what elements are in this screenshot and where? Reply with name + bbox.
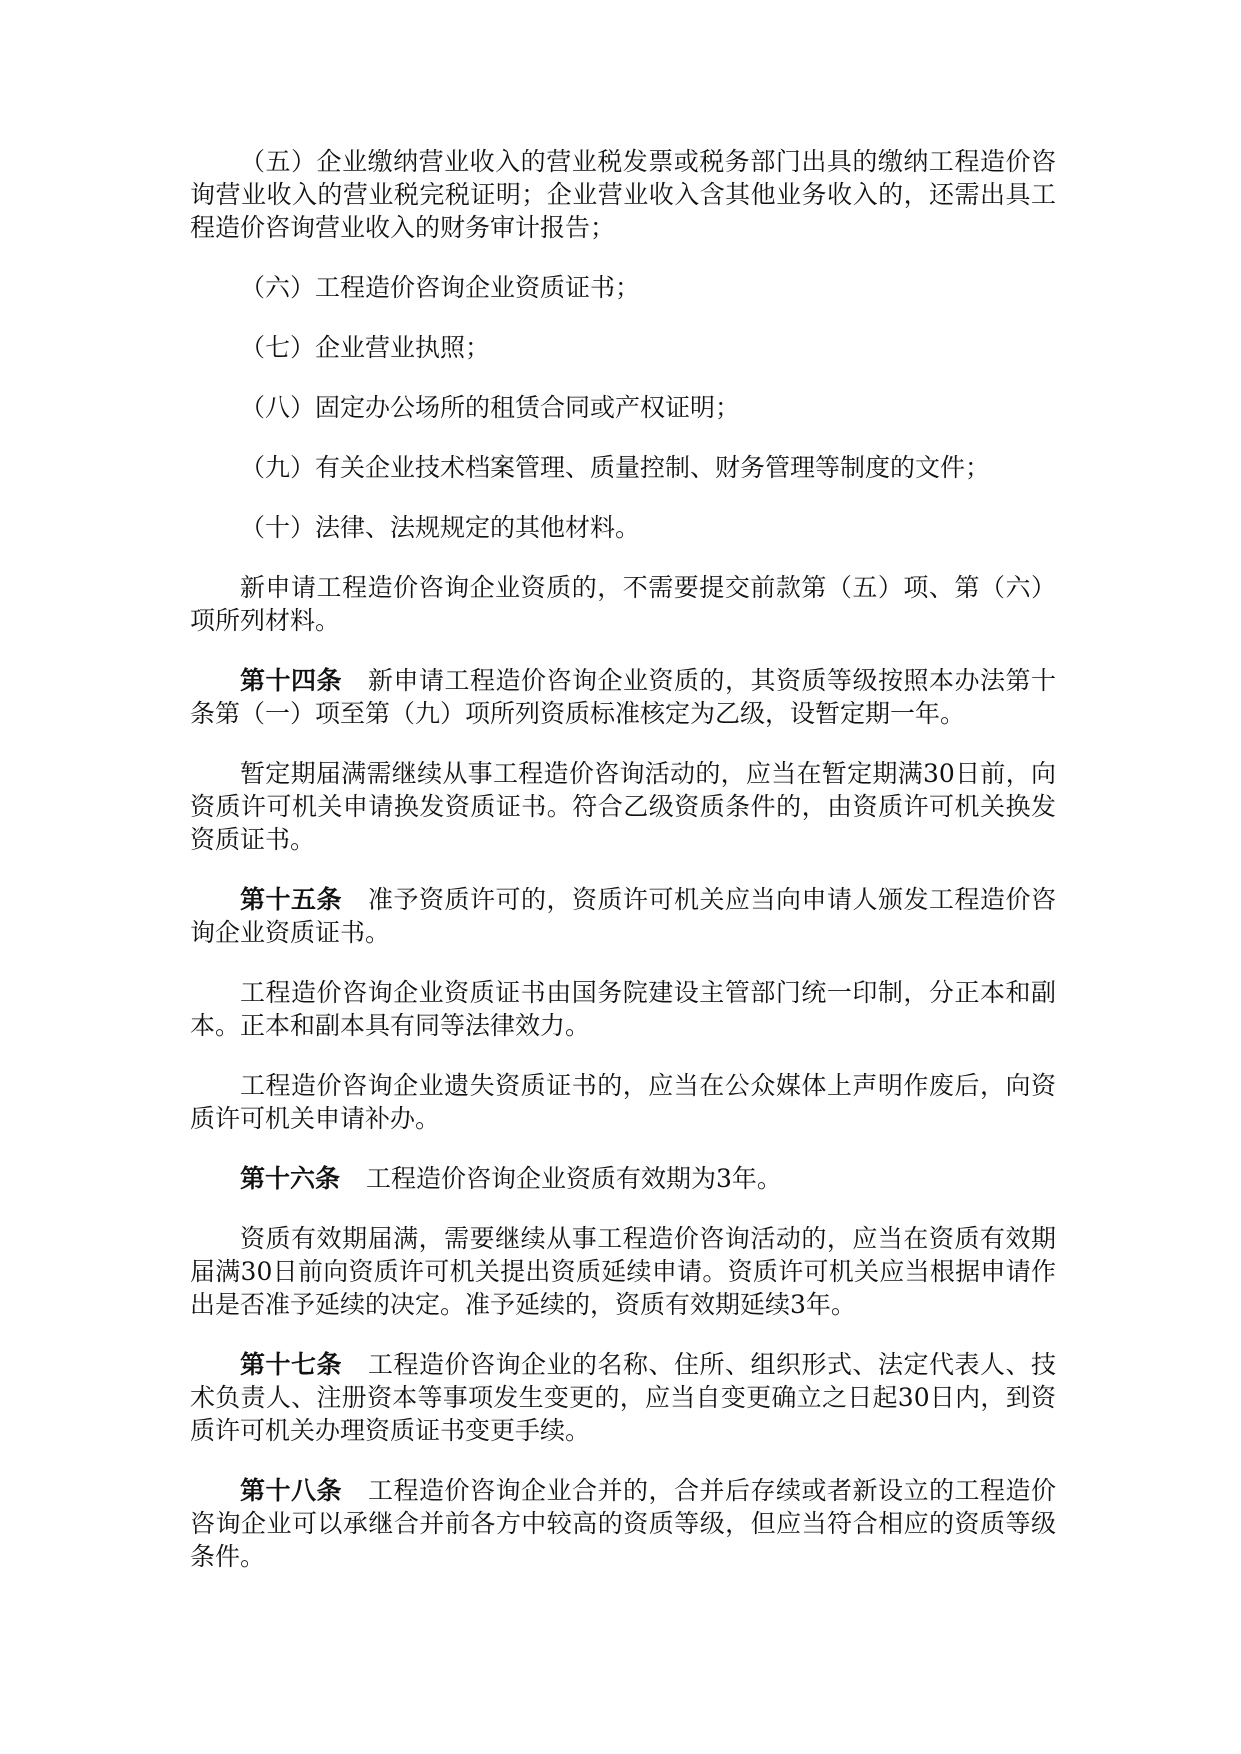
article-14-clause-2 — [190, 757, 1056, 856]
paragraph-item-5 — [190, 145, 1056, 244]
article-17 — [190, 1348, 1056, 1447]
paragraph-item-8 — [190, 391, 1056, 424]
article-heading: 第十七条 — [240, 1350, 342, 1379]
paragraph-text: 工程造价咨询企业资质证书由国务院建设主管部门统一印制，分正本和副本。正本和副本具有同等法律效力。 — [190, 978, 1056, 1040]
article-18 — [190, 1474, 1056, 1573]
paragraph-text: （八）固定办公场所的租赁合同或产权证明； — [240, 393, 741, 422]
paragraph-text: （九）有关企业技术档案管理、质量控制、财务管理等制度的文件； — [240, 453, 991, 482]
paragraph-item-10 — [190, 511, 1056, 544]
article-16 — [190, 1162, 1056, 1195]
paragraph-text: （七）企业营业执照； — [240, 333, 491, 362]
paragraph-item-7 — [190, 331, 1056, 364]
paragraph-text: （五）企业缴纳营业收入的营业税发票或税务部门出具的缴纳工程造价咨询营业收入的营业税完税证明；企业营业收入含其他业务收入的，还需出具工程造价咨询营业收入的财务审计报告； — [190, 147, 1056, 242]
article-15-clause-2 — [190, 976, 1056, 1042]
paragraph-text: 新申请工程造价咨询企业资质的，不需要提交前款第（五）项、第（六）项所列材料。 — [190, 573, 1056, 635]
article-heading: 第十五条 — [240, 885, 342, 914]
article-14 — [190, 664, 1056, 730]
article-15-clause-3 — [190, 1069, 1056, 1135]
paragraph-text: 工程造价咨询企业遗失资质证书的，应当在公众媒体上声明作废后，向资质许可机关申请补办。 — [190, 1071, 1056, 1133]
paragraph-text: （六）工程造价咨询企业资质证书； — [240, 273, 641, 302]
paragraph-text: 准予资质许可的，资质许可机关应当向申请人颁发工程造价咨询企业资质证书。 — [190, 885, 1056, 947]
article-16-clause-2 — [190, 1222, 1056, 1321]
paragraph-text: 工程造价咨询企业的名称、住所、组织形式、法定代表人、技术负责人、注册资本等事项发生变更的，应当自变更确立之日起30日内，到资质许可机关办理资质证书变更手续。 — [190, 1350, 1056, 1445]
paragraph-text: 工程造价咨询企业资质有效期为3年。 — [366, 1164, 782, 1193]
paragraph-new-application-note — [190, 571, 1056, 637]
article-heading: 第十四条 — [240, 666, 342, 695]
article-15 — [190, 883, 1056, 949]
paragraph-text: 暂定期届满需继续从事工程造价咨询活动的，应当在暂定期满30日前，向资质许可机关申请换发资质证书。符合乙级资质条件的，由资质许可机关换发资质证书。 — [190, 759, 1056, 854]
paragraph-text: 资质有效期届满，需要继续从事工程造价咨询活动的，应当在资质有效期届满30日前向资质许可机关提出资质延续申请。资质许可机关应当根据申请作出是否准予延续的决定。准予延续的，资质有效期延续3年。 — [190, 1224, 1056, 1319]
paragraph-text: （十）法律、法规规定的其他材料。 — [240, 513, 641, 542]
paragraph-item-9 — [190, 451, 1056, 484]
article-heading: 第十八条 — [240, 1476, 342, 1505]
paragraph-text: 工程造价咨询企业合并的，合并后存续或者新设立的工程造价咨询企业可以承继合并前各方中较高的资质等级，但应当符合相应的资质等级条件。 — [190, 1476, 1056, 1571]
article-heading: 第十六条 — [240, 1164, 341, 1193]
paragraph-item-6 — [190, 271, 1056, 304]
paragraph-text: 新申请工程造价咨询企业资质的，其资质等级按照本办法第十条第（一）项至第（九）项所列资质标准核定为乙级，设暂定期一年。 — [190, 666, 1056, 728]
document-page — [190, 145, 1056, 1600]
